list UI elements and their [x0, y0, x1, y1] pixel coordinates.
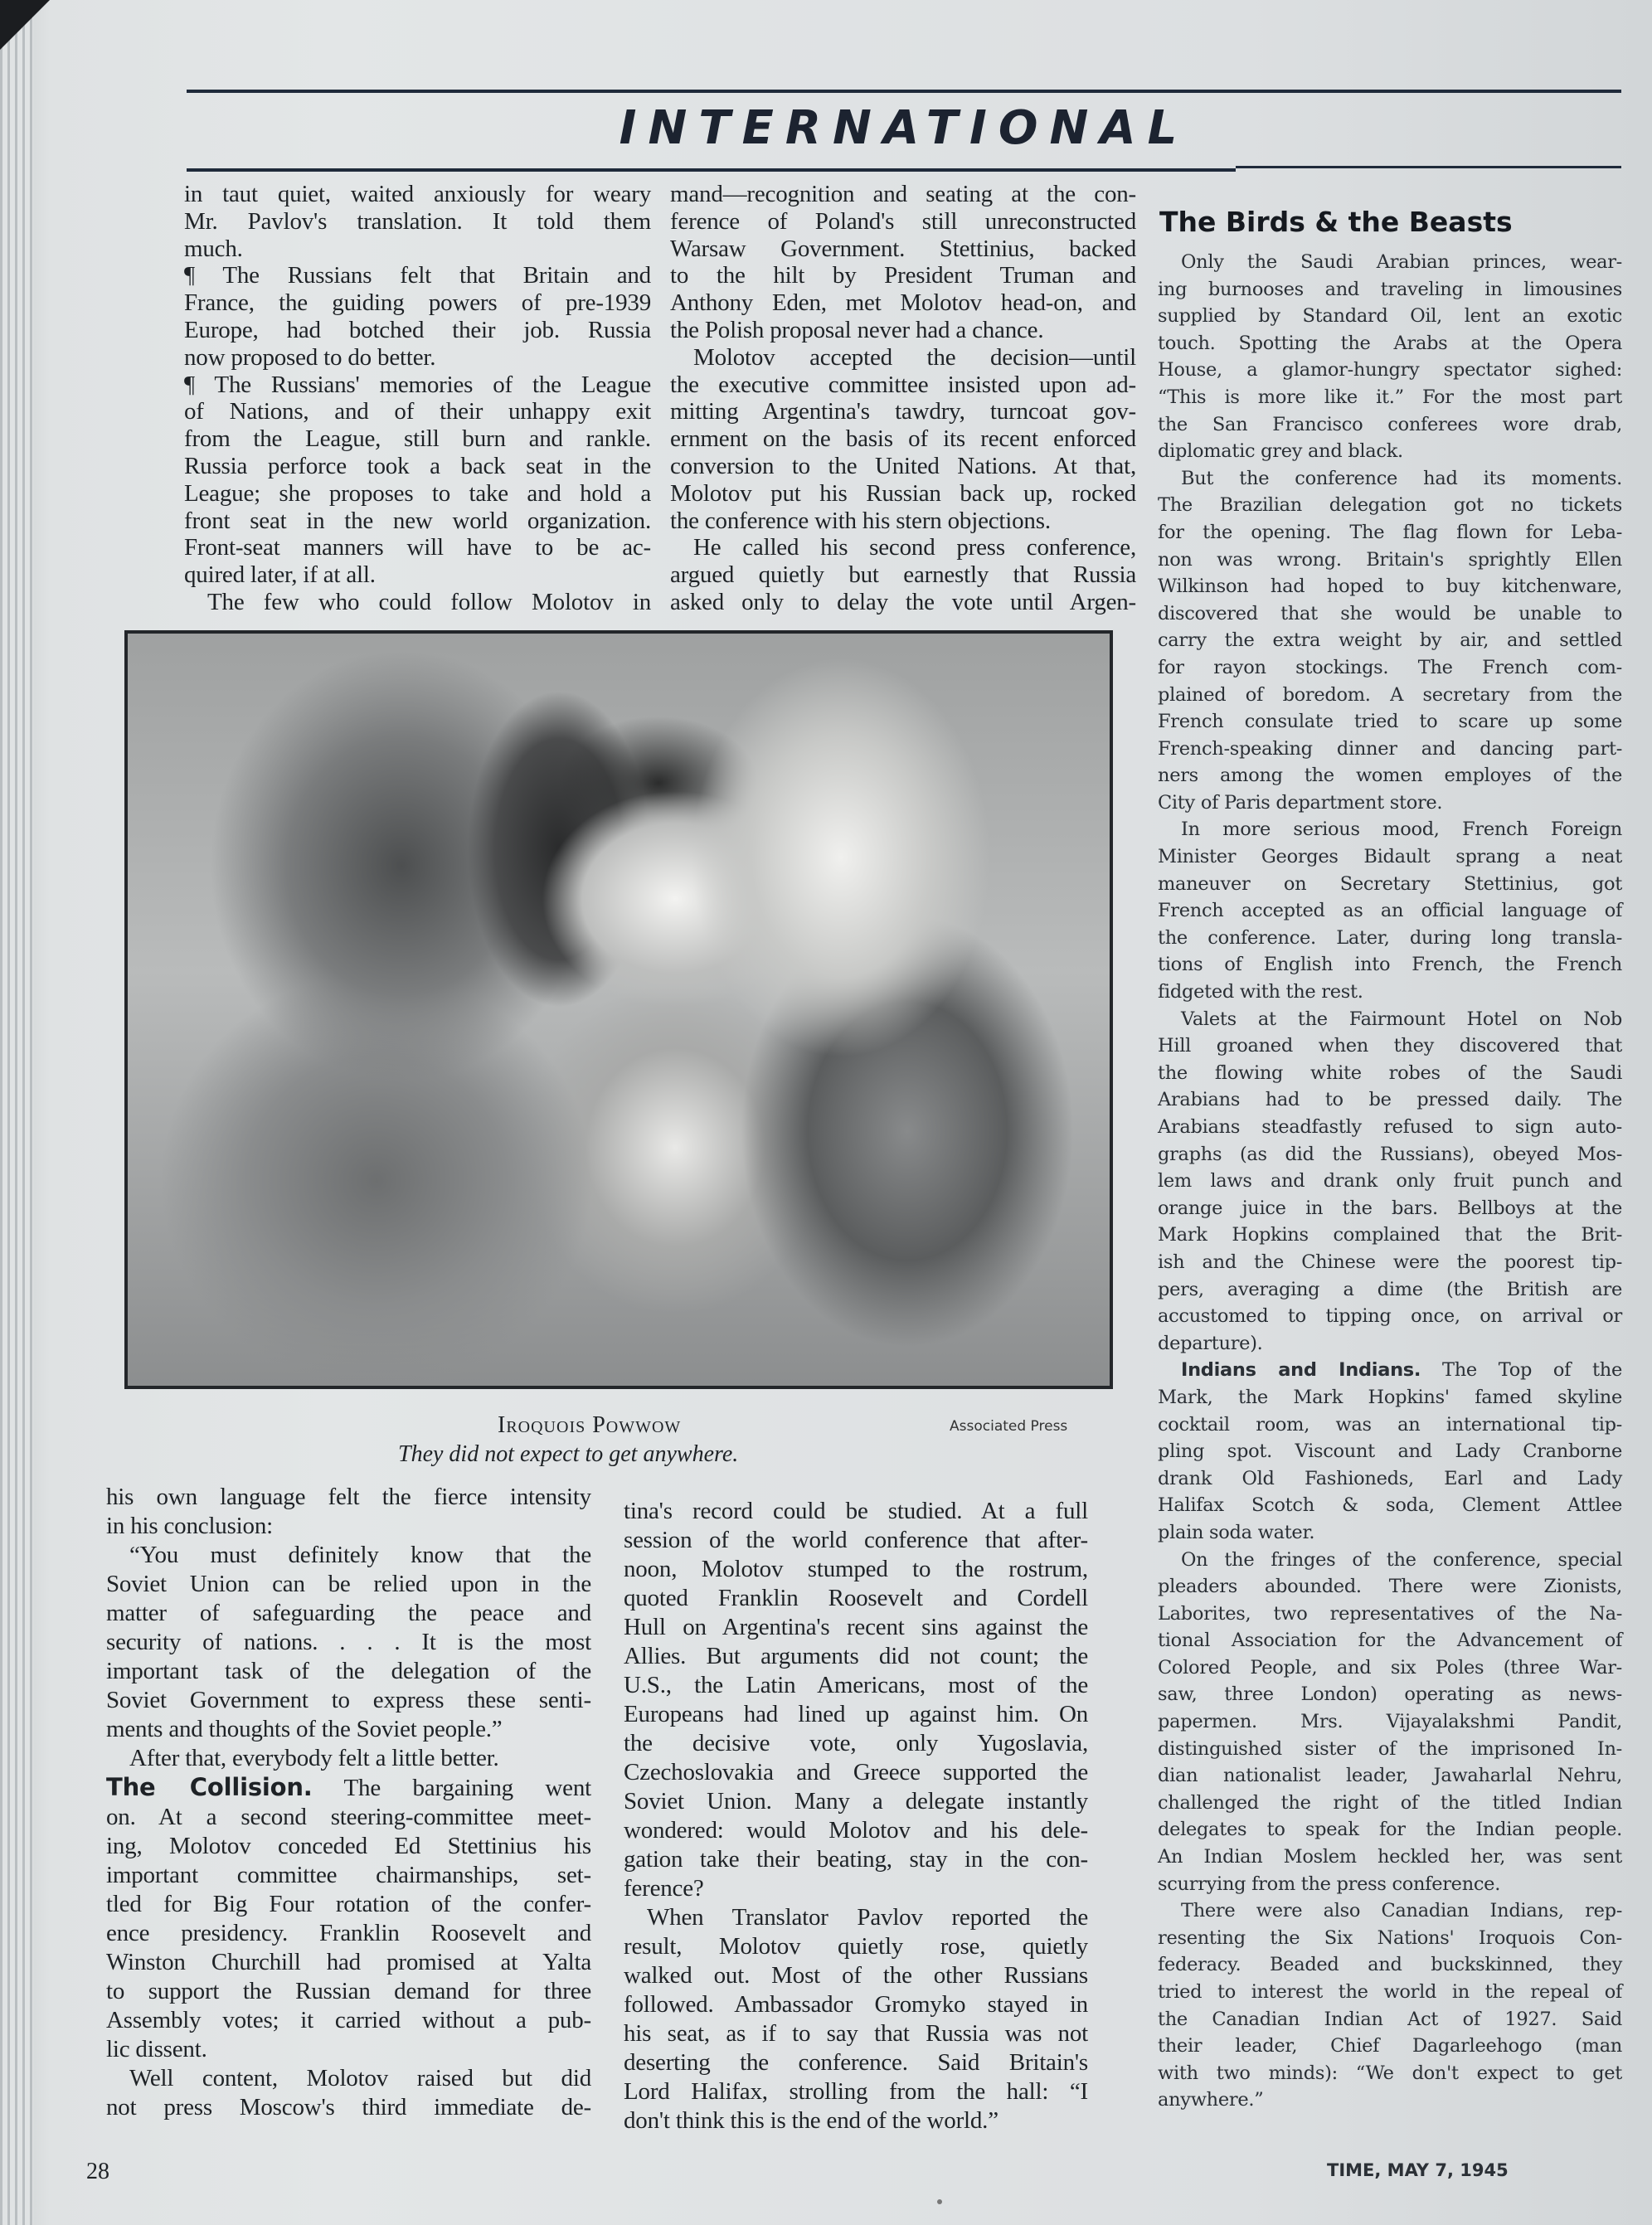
text-line: important committee chairmanships, set- — [106, 1862, 591, 1888]
text-line-rest: The Top of the — [1421, 1359, 1623, 1382]
text-line: orange juice in the bars. Bellboys at the — [1158, 1197, 1622, 1219]
text-line: The few who could follow Molotov in — [207, 588, 651, 615]
text-line: Soviet Government to express these senti- — [106, 1687, 591, 1713]
text-line: Soviet Union. Many a delegate instantly — [624, 1788, 1088, 1814]
text-line: ing burnooses and traveling in limousines — [1158, 278, 1622, 300]
text-line: Anthony Eden, met Molotov head-on, and — [670, 289, 1136, 317]
text-line: touch. Spotting the Arabs at the Opera — [1158, 332, 1622, 354]
text-line: U.S., the Latin Americans, most of the — [624, 1672, 1088, 1698]
text-line: France, the guiding powers of pre-1939 — [184, 289, 651, 317]
text-line: tried to interest the world in the repeal of — [1158, 1981, 1622, 2003]
text-line: gation take their beating, stay in the con- — [624, 1846, 1088, 1873]
text-line: plain soda water. — [1158, 1521, 1315, 1543]
text-line: graphs (as did the Russians), obeyed Mos- — [1158, 1143, 1622, 1165]
text-line: Hull on Argentina's recent sins against the — [624, 1614, 1088, 1640]
text-line: discovered that she would be unable to — [1158, 602, 1622, 624]
text-line: ference of Poland's still unreconstructed — [670, 207, 1136, 235]
text-line: Assembly votes; it carried without a pub- — [106, 2007, 591, 2033]
text-line: mand—recognition and seating at the con- — [670, 181, 1136, 207]
text-line: lic dissent. — [106, 2036, 207, 2062]
text-line: League; she proposes to take and hold a — [184, 479, 651, 507]
text-line: Colored People, and six Poles (three War- — [1158, 1656, 1622, 1678]
text-line: “You must definitely know that the — [129, 1542, 591, 1568]
text-line: Czechoslovakia and Greece supported the — [624, 1759, 1088, 1785]
text-line: ference? — [624, 1875, 704, 1902]
text-line: wondered: would Molotov and his dele- — [624, 1817, 1088, 1844]
text-line: Mark, the Mark Hopkins' famed skyline — [1158, 1386, 1622, 1408]
text-line: dian nationalist leader, Jawaharlal Nehru, — [1158, 1765, 1622, 1787]
text-line: the San Francisco conferees wore drab, — [1158, 413, 1622, 435]
text-line: in taut quiet, waited anxiously for weary — [184, 181, 651, 207]
text-line: in his conclusion: — [106, 1513, 274, 1539]
text-line: the flowing white robes of the Saudi — [1158, 1061, 1622, 1084]
text-line: walked out. Most of the other Russians — [624, 1962, 1088, 1989]
text-line: The Brazilian delegation got no tickets — [1158, 494, 1622, 517]
text-line: French consulate tried to scare up some — [1158, 711, 1622, 733]
text-line: session of the world conference that after- — [624, 1527, 1088, 1553]
text-line: to the hilt by President Truman and — [670, 262, 1136, 289]
bottom-left-column — [106, 1483, 591, 2122]
text-line: not press Moscow's third immediate de- — [106, 2094, 591, 2121]
text-line: federacy. Beaded and buckskinned, they — [1158, 1954, 1622, 1976]
text-line: departure). — [1158, 1332, 1263, 1354]
text-line: carry the extra weight by air, and settled — [1158, 629, 1622, 652]
text-line: diplomatic grey and black. — [1158, 440, 1403, 463]
section-title: INTERNATIONAL — [619, 101, 1189, 155]
text-line: for rayon stockings. The French com- — [1158, 656, 1622, 678]
text-line: ners among the women employes of the — [1158, 765, 1622, 787]
text-line: After that, everybody felt a little better. — [129, 1745, 499, 1771]
text-line: his seat, as if to say that Russia was not — [624, 2020, 1088, 2047]
text-line: In more serious mood, French Foreign — [1181, 819, 1622, 841]
text-line: Halifax Scotch & soda, Clement Attlee — [1158, 1494, 1622, 1517]
text-line: Mark Hopkins complained that the Brit- — [1158, 1224, 1622, 1246]
footer-issue-date: TIME, MAY 7, 1945 — [1327, 2160, 1509, 2180]
text-line: pleaders abounded. There were Zionists, — [1158, 1576, 1622, 1598]
text-line: now proposed to do better. — [184, 343, 436, 371]
article-heading: The Birds & the Beasts — [1159, 206, 1513, 238]
text-line: mitting Argentina's tawdry, turncoat gov- — [670, 398, 1136, 425]
header-underline — [187, 168, 1236, 172]
text-line: Allies. But arguments did not count; the — [624, 1643, 1088, 1669]
text-line — [1158, 1357, 1622, 1384]
text-line: for the opening. The flag flown for Leba- — [1158, 521, 1622, 543]
text-line: the conference. Later, during long transla- — [1158, 926, 1622, 949]
text-line: Front-seat manners will have to be ac- — [184, 534, 651, 561]
page-number: 28 — [86, 2159, 109, 2184]
text-line-rest: The bargaining went — [312, 1775, 591, 1801]
text-line: cocktail room, was an international tip- — [1158, 1413, 1622, 1436]
text-line: Molotov put his Russian back up, rocked — [670, 479, 1136, 507]
text-line: ernment on the basis of its recent enforced — [670, 425, 1136, 453]
text-line: the conference with his stern objections. — [670, 507, 1051, 534]
text-line: saw, three London) operating as news- — [1158, 1683, 1622, 1706]
text-line: on. At a second steering-committee meet- — [106, 1804, 591, 1830]
text-line: conversion to the United Nations. At that, — [670, 452, 1136, 479]
paragraph-lead-in: Indians and Indians. — [1181, 1359, 1421, 1382]
text-line: ¶ The Russians felt that Britain and — [184, 262, 651, 289]
text-line: don't think this is the end of the world.” — [624, 2107, 998, 2134]
text-line: pling spot. Viscount and Lady Cranborne — [1158, 1440, 1622, 1463]
text-line: drank Old Fashioneds, Earl and Lady — [1158, 1467, 1622, 1489]
text-line: ¶ The Russians' memories of the League — [184, 371, 651, 398]
text-line: security of nations. . . . It is the most — [106, 1629, 591, 1655]
text-line: ence presidency. Franklin Roosevelt and — [106, 1920, 591, 1946]
text-line: ments and thoughts of the Soviet people.” — [106, 1716, 503, 1742]
text-line: resenting the Six Nations' Iroquois Con- — [1158, 1926, 1622, 1949]
text-line: Europe, had botched their job. Russia — [184, 316, 651, 343]
top-left-column — [184, 181, 651, 616]
text-line: French-speaking dinner and dancing part- — [1158, 737, 1622, 760]
text-line: supplied by Standard Oil, lent an exotic — [1158, 305, 1622, 328]
text-line: Lord Halifax, strolling from the hall: “I — [624, 2078, 1088, 2105]
paragraph-lead-in: The Collision. — [106, 1773, 313, 1801]
print-speck — [937, 2199, 942, 2204]
text-line: asked only to delay the vote until Argen- — [670, 588, 1136, 615]
top-middle-column — [670, 181, 1136, 616]
text-line: the executive committee insisted upon ad- — [670, 371, 1136, 398]
right-header-rule — [1236, 166, 1621, 168]
text-line: Molotov accepted the decision—until — [693, 343, 1136, 371]
text-line: with two minds): “We don't expect to get — [1158, 2062, 1622, 2084]
text-line — [106, 1773, 591, 1803]
text-line: Well content, Molotov raised but did — [129, 2065, 591, 2091]
text-line: quired later, if at all. — [184, 561, 376, 589]
bottom-middle-column — [624, 1497, 1088, 2135]
text-line: matter of safeguarding the peace and — [106, 1600, 591, 1626]
text-line: Soviet Union can be relied upon in the — [106, 1571, 591, 1597]
text-line: Mr. Pavlov's translation. It told them — [184, 207, 651, 235]
text-line: Warsaw Government. Stettinius, backed — [670, 235, 1136, 262]
text-line: anywhere.” — [1158, 2089, 1264, 2111]
text-line: fidgeted with the rest. — [1158, 981, 1363, 1003]
text-line: House, a glamor-hungry spectator sighed: — [1158, 359, 1622, 381]
text-line: He called his second press conference, — [693, 534, 1136, 561]
text-line: their leader, Chief Dagarleehogo (man — [1158, 2035, 1622, 2057]
text-line: tled for Big Four rotation of the confer- — [106, 1891, 591, 1917]
text-line: When Translator Pavlov reported the — [647, 1904, 1088, 1931]
text-line: ing, Molotov conceded Ed Stettinius his — [106, 1833, 591, 1859]
text-line: the Canadian Indian Act of 1927. Said — [1158, 2008, 1622, 2030]
text-line: Minister Georges Bidault sprang a neat — [1158, 846, 1622, 868]
text-line: much. — [184, 235, 243, 262]
text-line: front seat in the new world organization. — [184, 507, 651, 534]
text-line: non was wrong. Britain's sprightly Ellen — [1158, 548, 1622, 571]
text-line: the Polish proposal never had a chance. — [670, 316, 1044, 343]
text-line: Europeans had lined up against him. On — [624, 1701, 1088, 1727]
text-line: from the League, still burn and rankle. — [184, 425, 651, 453]
text-line: But the conference had its moments. — [1181, 467, 1622, 489]
text-line: Only the Saudi Arabian princes, wear- — [1181, 251, 1622, 273]
text-line: Winston Churchill had promised at Yalta — [106, 1949, 591, 1975]
text-line: Russia perforce took a back seat in the — [184, 452, 651, 479]
text-line: quoted Franklin Roosevelt and Cordell — [624, 1585, 1088, 1611]
text-line: tional Association for the Advancement of — [1158, 1630, 1622, 1652]
text-line: pers, averaging a dime (the British are — [1158, 1278, 1622, 1300]
text-line: There were also Canadian Indians, rep- — [1181, 1900, 1622, 1922]
text-line: ish and the Chinese were the poorest tip- — [1158, 1251, 1622, 1273]
text-line: the decisive vote, only Yugoslavia, — [624, 1730, 1088, 1756]
text-line: deserting the conference. Said Britain's — [624, 2049, 1088, 2076]
text-line: Arabians steadfastly refused to sign auto- — [1158, 1116, 1622, 1138]
text-line: Wilkinson had hoped to buy kitchenware, — [1158, 576, 1622, 598]
photo-iroquois-powwow — [124, 630, 1113, 1389]
text-line: scurrying from the press conference. — [1158, 1873, 1501, 1895]
text-line: noon, Molotov stumped to the rostrum, — [624, 1556, 1088, 1582]
text-line: accustomed to tipping once, on arrival or — [1158, 1305, 1622, 1328]
text-line: Valets at the Fairmount Hotel on Nob — [1181, 1008, 1622, 1030]
top-rule — [187, 90, 1621, 93]
text-line: important task of the delegation of the — [106, 1658, 591, 1684]
text-line: of Nations, and of their unhappy exit — [184, 398, 651, 425]
text-line: Hill groaned when they discovered that — [1158, 1035, 1622, 1057]
photo-credit: Associated Press — [950, 1418, 1068, 1435]
text-line: tions of English into French, the French — [1158, 954, 1622, 976]
page-stack-edge — [0, 0, 33, 2225]
text-line: challenged the right of the titled Indian — [1158, 1791, 1622, 1814]
right-column — [1158, 249, 1622, 2114]
text-line: result, Molotov quietly rose, quietly — [624, 1933, 1088, 1960]
text-line: tina's record could be studied. At a full — [624, 1498, 1088, 1524]
text-line: followed. Ambassador Gromyko stayed in — [624, 1991, 1088, 2018]
text-line: Arabians had to be pressed daily. The — [1158, 1089, 1622, 1111]
text-line: maneuver on Secretary Stettinius, got — [1158, 872, 1622, 895]
text-line: delegates to speak for the Indian people. — [1158, 1819, 1622, 1841]
text-line: papermen. Mrs. Vijayalakshmi Pandit, — [1158, 1711, 1622, 1733]
photo-caption-subtitle: They did not expect to get anywhere. — [398, 1441, 739, 1467]
text-line: plained of boredom. A secretary from the — [1158, 683, 1622, 706]
photo-caption-title: Iroquois Powwow — [498, 1412, 682, 1438]
text-line: Laborites, two representatives of the Na- — [1158, 1602, 1622, 1625]
text-line: his own language felt the fierce intensity — [106, 1484, 591, 1510]
text-line: City of Paris department store. — [1158, 791, 1443, 814]
text-line: An Indian Moslem heckled her, was sent — [1158, 1846, 1622, 1868]
text-line: argued quietly but earnestly that Russia — [670, 561, 1136, 589]
text-line: “This is more like it.” For the most part — [1158, 386, 1622, 408]
text-line: distinguished sister of the imprisoned In- — [1158, 1737, 1622, 1760]
text-line: to support the Russian demand for three — [106, 1978, 591, 2004]
text-line: lem laws and drank only fruit punch and — [1158, 1170, 1622, 1193]
text-line: French accepted as an official language of — [1158, 900, 1622, 922]
text-line: On the fringes of the conference, special — [1181, 1548, 1622, 1571]
